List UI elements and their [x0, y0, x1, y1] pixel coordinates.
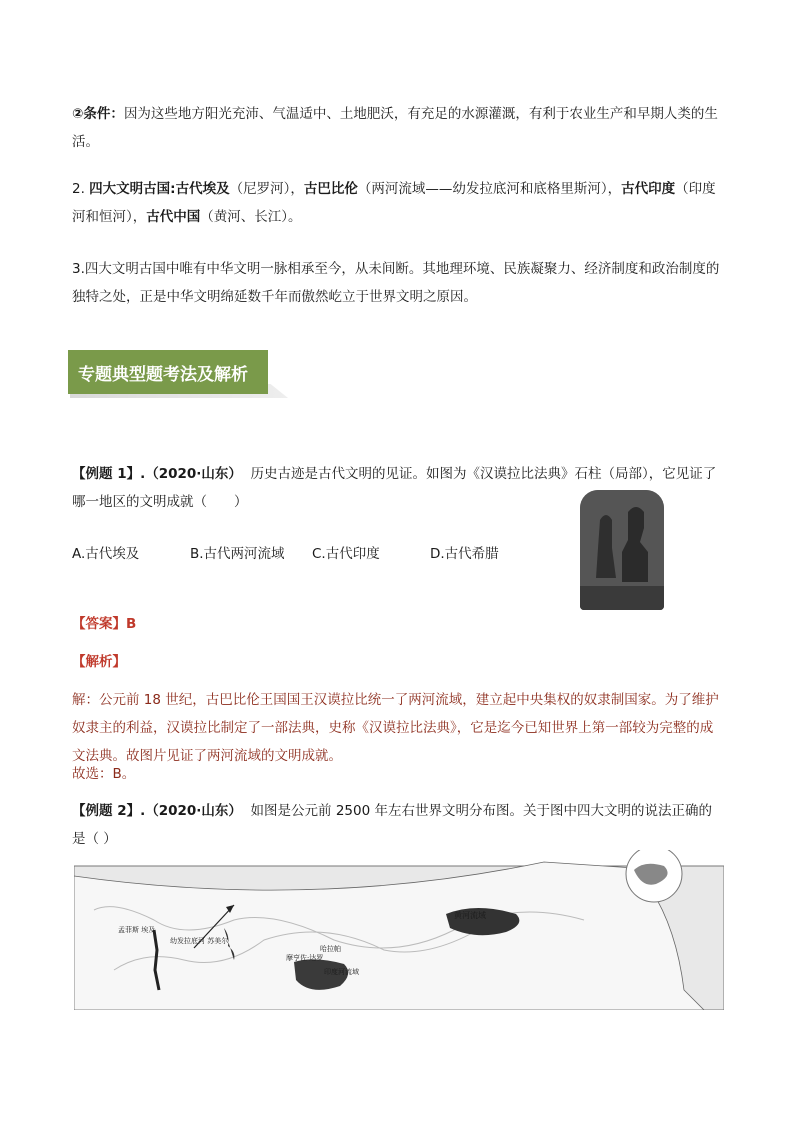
map-label-two-rivers: 幼发拉底河 苏美尔: [170, 937, 229, 945]
option-b[interactable]: B.古代两河流域: [190, 546, 285, 562]
condition-label: ②条件：: [72, 106, 124, 122]
answer-value: B: [126, 616, 137, 632]
civ-egypt: 古代埃及: [175, 181, 230, 197]
map-label-mohenjo: 摩亨佐·达罗: [286, 954, 324, 962]
analysis-label: 【解析】: [72, 654, 126, 670]
civ-china-river: （黄河、长江）。: [200, 209, 302, 225]
question-2-label: 【例题 2】: [72, 803, 141, 819]
condition-paragraph: [72, 100, 724, 156]
four-civilizations-label: 四大文明古国:: [89, 181, 176, 197]
analysis-label-line: [72, 648, 724, 676]
analysis-choice: 故选：B。: [72, 766, 136, 782]
civ-babylon-river: （两河流域——幼发拉底河和底格里斯河），: [357, 181, 622, 197]
question-2-source: .（2020·山东）: [140, 803, 242, 819]
option-a[interactable]: A.古代埃及: [72, 546, 140, 562]
question-2: [72, 797, 724, 853]
civ-egypt-river: （尼罗河），: [229, 181, 304, 197]
option-c[interactable]: C.古代印度: [312, 546, 380, 562]
condition-text: 因为这些地方阳光充沛、气温适中、土地肥沃，有充足的水源灌溉，有利于农业生产和早期人类的生活。: [72, 106, 718, 150]
map-label-yellow-river: 黄河流域: [454, 911, 486, 920]
option-d[interactable]: D.古代希腊: [430, 546, 499, 562]
civ-babylon: 古巴比伦: [303, 181, 358, 197]
question-1-source: .（2020·山东）: [140, 466, 242, 482]
continuity-paragraph: 3.四大文明古国中唯有中华文明一脉相承至今，从未间断。其地理环境、民族凝聚力、经济制度和政治制度的独特之处，正是中华文明绵延数千年而傲然屹立于世界文明之原因。: [72, 261, 720, 305]
item-number: 2.: [72, 181, 90, 197]
civ-india: 古代印度: [621, 181, 676, 197]
analysis-text: 解：公元前 18 世纪，古巴比伦王国国王汉谟拉比统一了两河流域，建立起中央集权的奴隶制国家。为了维护奴隶主的利益，汉谟拉比制定了一部法典，史称《汉谟拉比法典》，它是迄今已知世界上第一部较为完整的成文法典。故图片见证了两河流域的文明成就。: [72, 692, 719, 764]
world-civilization-map: [74, 850, 724, 1010]
map-label-indus: 印度河流域: [324, 968, 359, 976]
section-banner: 专题典型题考法及解析: [68, 350, 268, 394]
map-label-egypt: 孟菲斯 埃及: [118, 926, 156, 934]
answer-line: [72, 610, 724, 638]
question-1-label: 【例题 1】: [72, 466, 141, 482]
four-civilizations-paragraph: [72, 175, 724, 231]
hammurabi-stele-image: [580, 490, 664, 610]
question-1-text: 历史古迹是古代文明的见证。如图为《汉谟拉比法典》石柱（局部），它见证了哪一地区的文明成就（ ）: [72, 466, 717, 510]
civ-india-river: （印度河和恒河），: [72, 181, 716, 225]
question-2-text: 如图是公元前 2500 年左右世界文明分布图。关于图中四大文明的说法正确的是（ ）: [72, 803, 712, 847]
answer-label: 【答案】: [72, 616, 126, 632]
map-label-harappa: 哈拉帕: [320, 945, 341, 953]
civ-china: 古代中国: [146, 209, 201, 225]
